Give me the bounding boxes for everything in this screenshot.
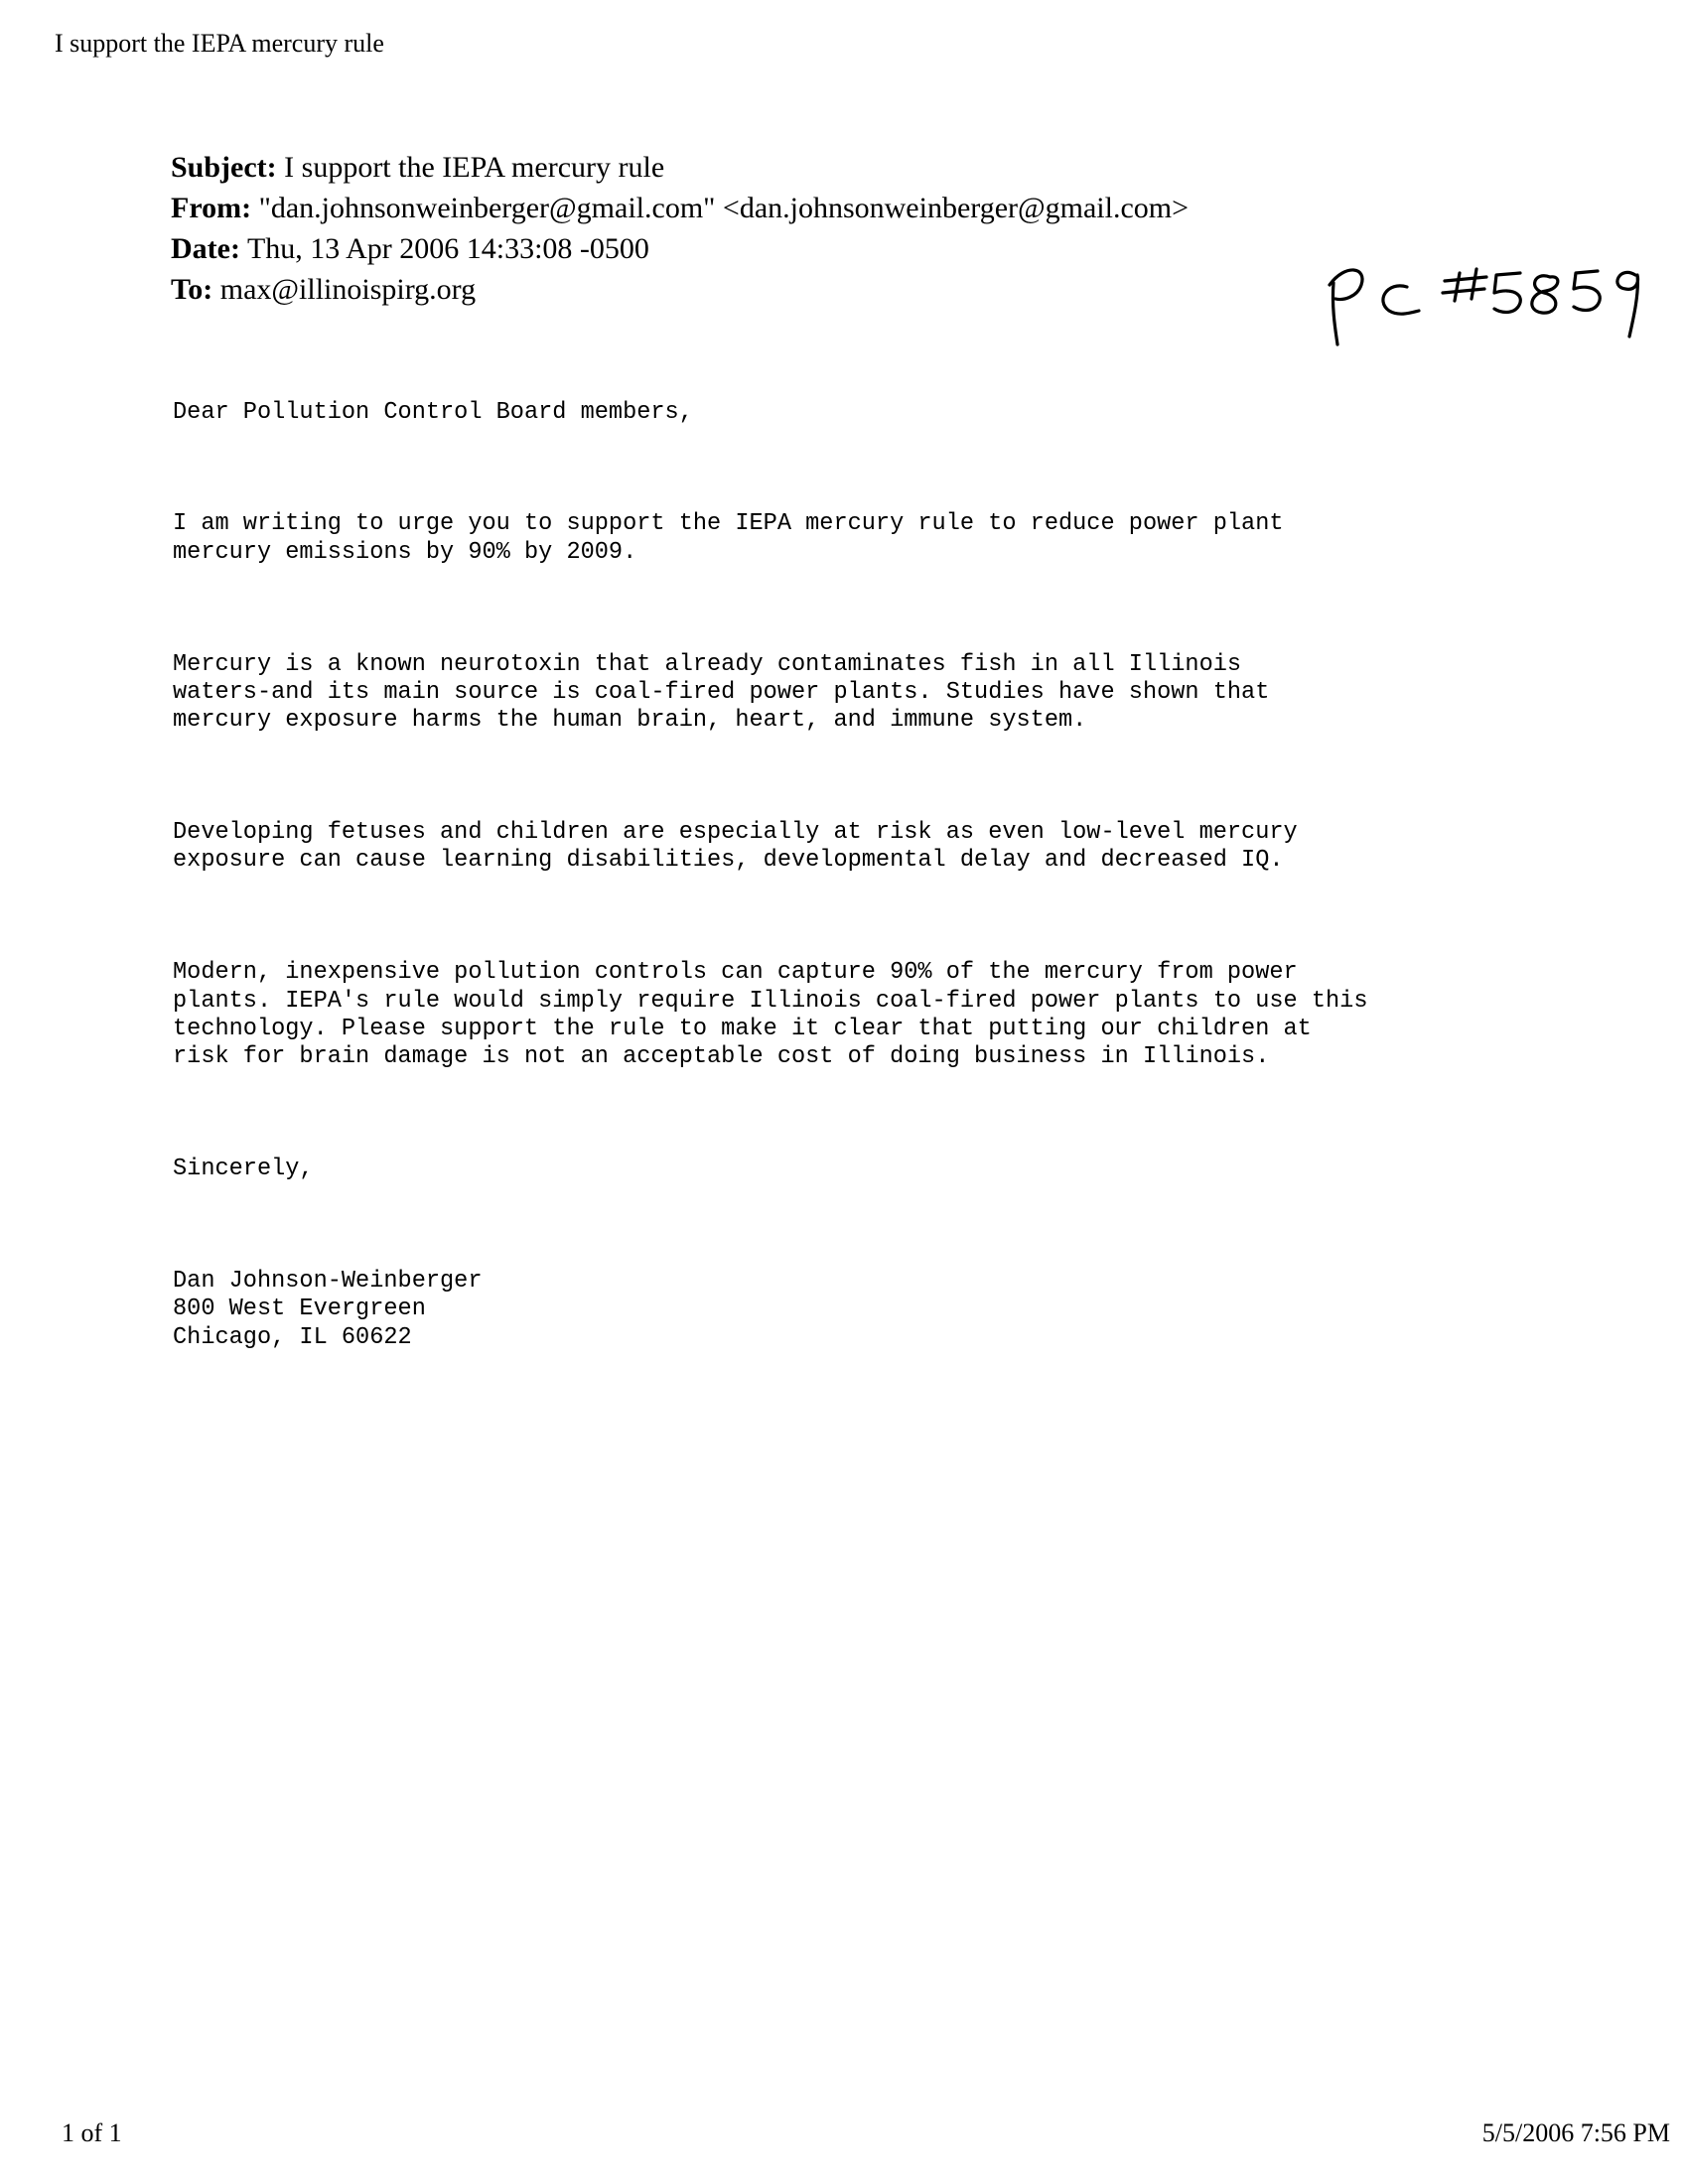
handwritten-hash-3	[1445, 277, 1486, 281]
email-body	[173, 342, 1622, 1408]
body-paragraph-4: Modern, inexpensive pollution controls can capture 90% of the mercury from power plants. IEPA's rule would simply require Illinois coal-fired power plants to use this technology. Please support the rule to make it clear that putting our children at risk for brain damage is not an acceptable cost of doing business in Illinois.	[173, 959, 1368, 1071]
handwritten-hash-4	[1443, 289, 1484, 293]
handwritten-c	[1383, 286, 1419, 314]
handwritten-pc-number	[1316, 253, 1653, 352]
body-paragraph-2: Mercury is a known neurotoxin that already contaminates fish in all Illinois waters-and its main source is coal-fired power plants. Studies have shown that mercury exposure harms the human brain, heart, and immune system.	[173, 650, 1270, 735]
handwritten-hash-2	[1472, 269, 1476, 299]
handwritten-8	[1532, 276, 1558, 313]
greeting: Dear Pollution Control Board members,	[173, 398, 693, 426]
to-label: To:	[171, 273, 213, 306]
date-value: Thu, 13 Apr 2006 14:33:08 -0500	[246, 232, 649, 265]
body-paragraph-1: I am writing to urge you to support the IEPA mercury rule to reduce power plant mercury emissions by 90% by 2009.	[173, 510, 1284, 566]
body-paragraph-3: Developing fetuses and children are especially at risk as even low-level mercury exposure can cause learning disabilities, developmental delay and decreased IQ.	[173, 819, 1298, 875]
handwritten-5b	[1574, 271, 1600, 311]
date-label: Date:	[171, 232, 240, 265]
page-header-title: I support the IEPA mercury rule	[55, 29, 384, 58]
signature-block: Dan Johnson-Weinberger 800 West Evergreen Chicago, IL 60622	[173, 1268, 483, 1351]
from-value: "dan.johnsonweinberger@gmail.com" <dan.johnsonweinberger@gmail.com>	[258, 192, 1190, 224]
handwritten-9	[1617, 272, 1638, 337]
subject-label: Subject:	[171, 151, 277, 184]
closing: Sincerely,	[173, 1156, 314, 1183]
date-row	[171, 228, 1189, 269]
print-timestamp: 5/5/2006 7:56 PM	[1481, 2118, 1670, 2147]
page-number: 1 of 1	[62, 2118, 122, 2147]
subject-row	[171, 147, 1189, 188]
handwritten-p-stem	[1333, 283, 1337, 344]
handwritten-5a	[1494, 273, 1520, 313]
from-label: From:	[171, 192, 252, 224]
subject-value: I support the IEPA mercury rule	[284, 151, 665, 184]
email-headers	[171, 147, 1189, 310]
to-row	[171, 269, 1189, 310]
handwritten-hash-1	[1455, 273, 1460, 301]
from-row	[171, 188, 1189, 228]
to-value: max@illinoispirg.org	[219, 273, 477, 306]
